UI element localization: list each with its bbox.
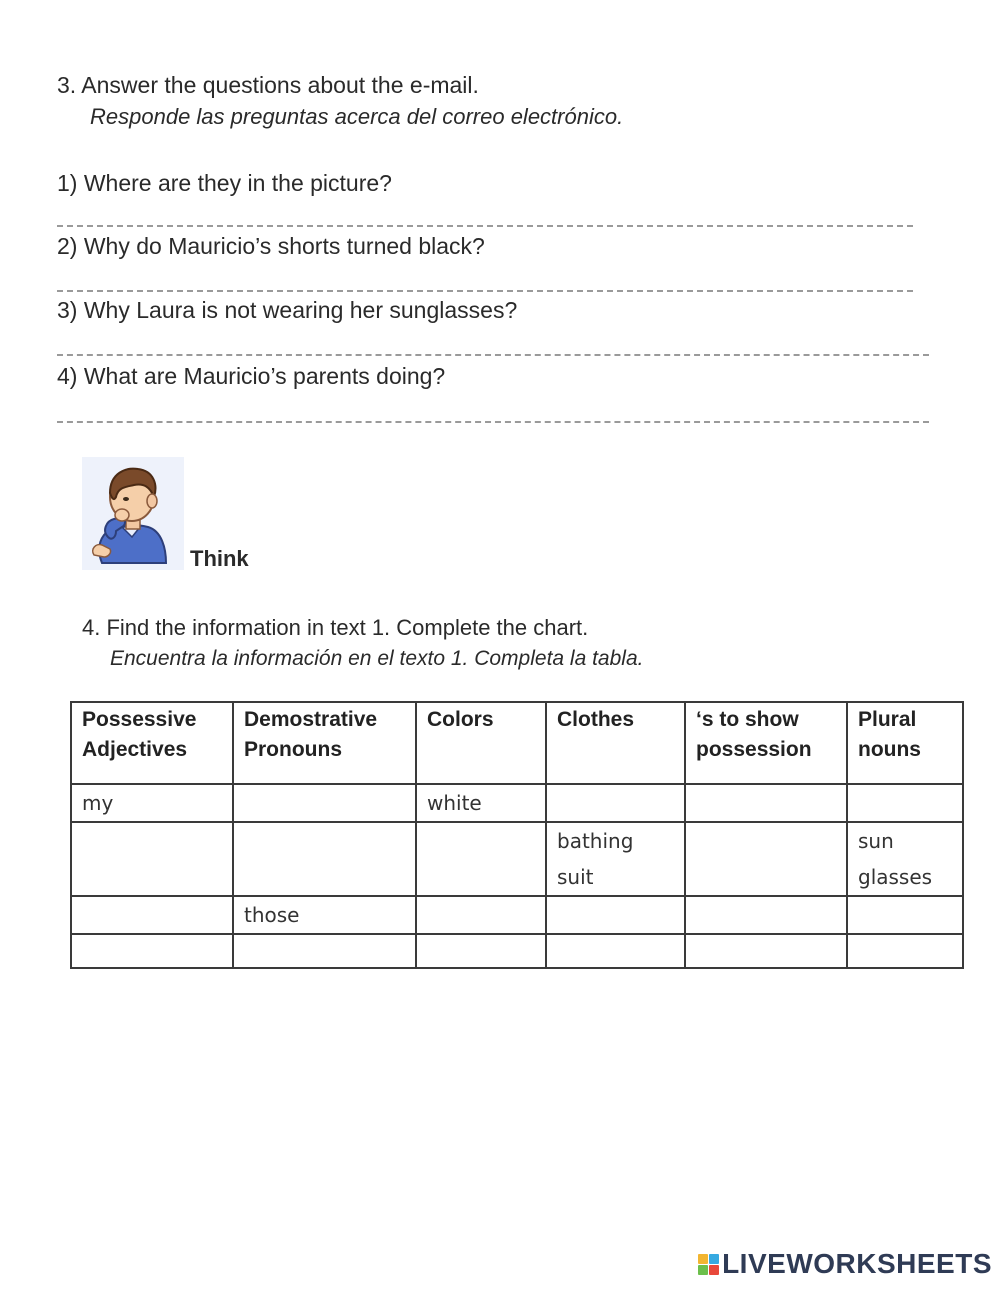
table-cell[interactable]: sun glasses [847,822,963,896]
table-cell[interactable] [685,934,847,968]
table-row [71,896,963,934]
table-cell[interactable] [847,784,963,822]
exercise-4-subtitle: Encuentra la información en el texto 1. Completa la tabla. [110,647,644,670]
answer-input-4[interactable] [57,393,933,421]
table-cell[interactable] [416,822,546,896]
header-plural-nouns: Plural nouns [847,702,963,784]
answer-line-3[interactable] [57,354,929,356]
liveworksheets-logo-icon [698,1254,719,1275]
table-row [71,822,963,896]
header-possession: ‘s to show possession [685,702,847,784]
table-cell[interactable]: white [416,784,546,822]
header-possessive-adjectives: Possessive Adjectives [71,702,233,784]
table-row [71,784,963,822]
question-4: 4) What are Mauricio’s parents doing? [57,363,446,389]
thinking-boy-icon [82,457,184,570]
answer-line-2[interactable] [57,290,913,292]
table-cell[interactable] [847,896,963,934]
liveworksheets-brand [698,1250,992,1278]
logo-square-4 [709,1265,719,1275]
answer-line-4[interactable] [57,421,929,423]
exercise-3-subtitle: Responde las preguntas acerca del correo electrónico. [90,104,624,129]
logo-square-2 [709,1254,719,1264]
table-cell[interactable] [546,934,685,968]
table-cell[interactable] [546,896,685,934]
table-cell[interactable] [685,896,847,934]
question-1: 1) Where are they in the picture? [57,170,392,196]
table-cell[interactable] [233,934,416,968]
answer-input-2[interactable] [57,262,917,290]
grammar-chart [70,701,964,969]
table-cell[interactable] [416,896,546,934]
table-cell[interactable] [71,934,233,968]
answer-input-3[interactable] [57,326,933,354]
question-2: 2) Why do Mauricio’s shorts turned black? [57,233,485,259]
exercise-3-title: 3. Answer the questions about the e-mail. [57,72,479,98]
chart-header-row [71,702,963,784]
table-cell[interactable] [847,934,963,968]
answer-line-1[interactable] [57,225,913,227]
table-cell[interactable] [685,784,847,822]
table-cell[interactable]: those [233,896,416,934]
brand-name: LIVEWORKSHEETS [722,1248,992,1279]
header-colors: Colors [416,702,546,784]
logo-square-1 [698,1254,708,1264]
think-label: Think [190,546,249,571]
table-cell[interactable] [685,822,847,896]
header-clothes: Clothes [546,702,685,784]
table-cell[interactable] [71,822,233,896]
table-cell[interactable] [71,896,233,934]
question-3: 3) Why Laura is not wearing her sunglasses? [57,297,518,323]
table-cell[interactable] [233,822,416,896]
exercise-4-title: 4. Find the information in text 1. Complete the chart. [82,615,589,640]
table-cell[interactable] [233,784,416,822]
logo-square-3 [698,1265,708,1275]
header-demonstrative-pronouns: Demostrative Pronouns [233,702,416,784]
table-cell[interactable]: my [71,784,233,822]
table-row [71,934,963,968]
table-cell[interactable] [546,784,685,822]
table-cell[interactable]: bathing suit [546,822,685,896]
table-cell[interactable] [416,934,546,968]
answer-input-1[interactable] [57,197,917,225]
